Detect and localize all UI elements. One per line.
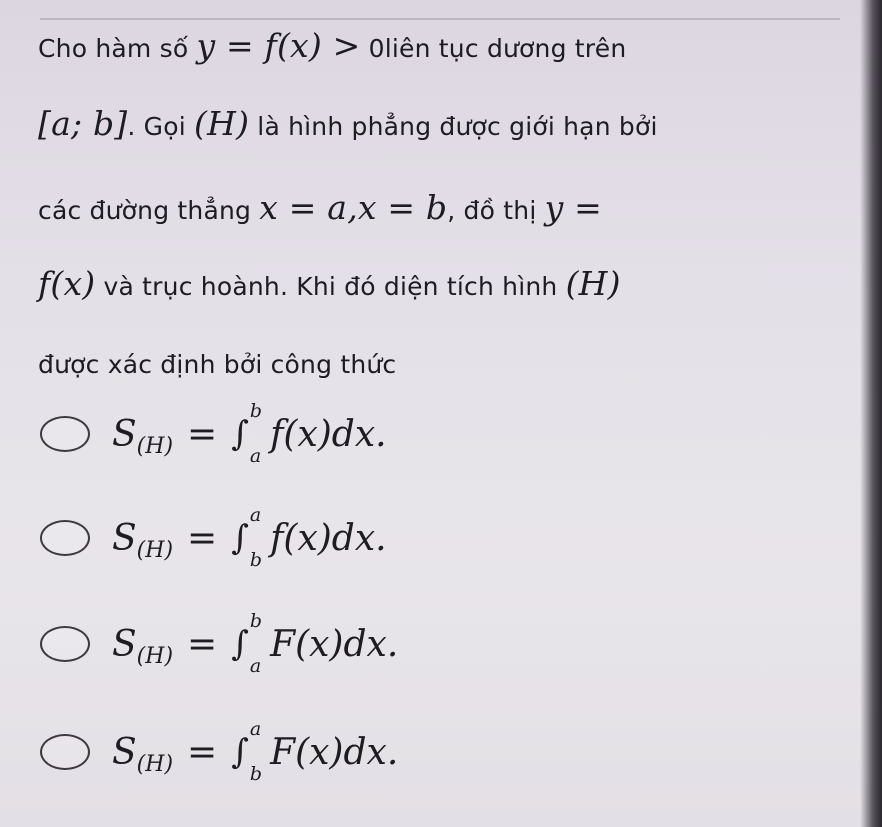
integrand: F(x)dx. xyxy=(270,731,399,773)
integral-sign: ∫ xyxy=(231,732,249,772)
answer-option-1[interactable] xyxy=(40,400,387,467)
answer-option-4[interactable] xyxy=(40,718,399,785)
integral xyxy=(231,718,263,785)
integral-limits xyxy=(249,610,263,677)
question-line-2 xyxy=(38,104,658,143)
top-divider xyxy=(40,18,840,20)
integral-limits xyxy=(249,400,263,467)
integral xyxy=(231,610,263,677)
math-expression: x = a xyxy=(259,188,348,227)
question-line-1 xyxy=(38,26,626,65)
math-expression: f(x) xyxy=(38,264,96,303)
answer-formula xyxy=(112,718,399,785)
math-expression: x = b xyxy=(357,188,448,227)
screen-edge-shadow xyxy=(860,0,882,827)
answer-formula xyxy=(112,400,387,467)
area-subscript: (H) xyxy=(136,751,174,777)
area-symbol: S xyxy=(112,623,137,665)
math-expression: y = xyxy=(544,188,603,227)
equals-sign: = xyxy=(187,623,218,665)
equals-sign: = xyxy=(187,413,218,455)
answer-formula xyxy=(112,504,387,571)
radio-button[interactable] xyxy=(40,416,90,452)
math-expression: y = f(x) > xyxy=(196,26,361,65)
math-expression: [a; b] xyxy=(38,104,128,143)
question-text: được xác định bởi công thức xyxy=(38,350,397,379)
area-subscript: (H) xyxy=(136,433,174,459)
question-text: 0liên tục dương trên xyxy=(360,34,627,63)
question-text: các đường thẳng xyxy=(38,196,260,225)
math-expression: , xyxy=(347,188,358,227)
question-text: Cho hàm số xyxy=(38,34,197,63)
area-symbol: S xyxy=(112,731,137,773)
lower-limit: a xyxy=(249,445,262,467)
question-text: và trục hoành. Khi đó diện tích hình xyxy=(95,272,566,301)
integral xyxy=(231,504,263,571)
question-line-5 xyxy=(38,350,396,379)
upper-limit: b xyxy=(249,400,263,422)
area-symbol: S xyxy=(112,413,137,455)
lower-limit: b xyxy=(249,763,263,785)
upper-limit: a xyxy=(249,718,262,740)
upper-limit: b xyxy=(249,610,263,632)
integrand: F(x)dx. xyxy=(270,623,399,665)
integral-sign: ∫ xyxy=(231,414,249,454)
integral-limits xyxy=(249,504,263,571)
answer-option-2[interactable] xyxy=(40,504,387,571)
area-subscript: (H) xyxy=(136,643,174,669)
area-subscript: (H) xyxy=(136,537,174,563)
radio-button[interactable] xyxy=(40,520,90,556)
integral-sign: ∫ xyxy=(231,518,249,558)
area-symbol: S xyxy=(112,517,137,559)
question-line-4 xyxy=(38,264,621,303)
question-text: , đồ thị xyxy=(447,196,545,225)
integrand: f(x)dx. xyxy=(270,413,387,455)
integral-limits xyxy=(249,718,263,785)
answer-formula xyxy=(112,610,399,677)
integral xyxy=(231,400,263,467)
integral-sign: ∫ xyxy=(231,624,249,664)
integrand: f(x)dx. xyxy=(270,517,387,559)
radio-button[interactable] xyxy=(40,626,90,662)
lower-limit: a xyxy=(249,655,262,677)
question-text: là hình phẳng được giới hạn bởi xyxy=(249,112,658,141)
math-expression: (H) xyxy=(565,264,621,303)
upper-limit: a xyxy=(249,504,262,526)
lower-limit: b xyxy=(249,549,263,571)
radio-button[interactable] xyxy=(40,734,90,770)
equals-sign: = xyxy=(187,517,218,559)
question-line-3 xyxy=(38,188,602,227)
equals-sign: = xyxy=(187,731,218,773)
question-text: . Gọi xyxy=(127,112,195,141)
math-expression: (H) xyxy=(194,104,250,143)
answer-option-3[interactable] xyxy=(40,610,399,677)
